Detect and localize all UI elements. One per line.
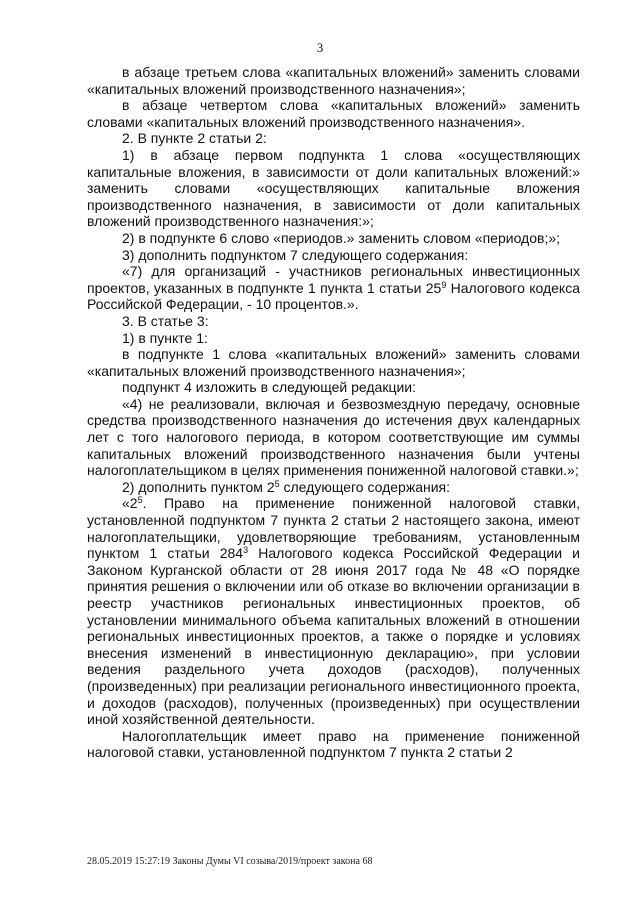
paragraph: 2) в подпункте 6 слово «периодов.» заменить словом «периодов;»;	[122, 229, 561, 246]
paragraph: 3) дополнить подпунктом 7 следующего содержания:	[122, 246, 469, 263]
paragraph: 2. В пункте 2 статьи 2:	[122, 130, 267, 147]
page-number: 3	[316, 40, 324, 55]
paragraph: 1) в пункте 1:	[122, 329, 208, 346]
document-body	[87, 64, 580, 761]
text-run: «2	[122, 495, 138, 512]
text-run: Налогового кодекса Российской Федерации, - 10 процентов.».	[87, 279, 581, 313]
text-run: Налогового кодекса Российской Федерации и Законом Курганской области от 28 июня 2017 года № 48 «О порядке принятия решения о включении или об отказе во включении организации в реестр участников региональных инвестиционных проектов, об установлении минимального объема капитальных вложений в отношении региональных инвестиционных проектов, а также о порядке и условиях внесения изменений в инвестиционную декларацию», при условии ведения раздельного учета доходов (расходов), полученных (произведенных) при реализации регионального инвестиционного проекта, и доходов (расходов), полученных (произведенных) при осуществлении иной хозяйственной деятельности.	[87, 545, 580, 728]
paragraph	[87, 495, 580, 727]
paragraph	[87, 263, 580, 313]
paragraph: в подпункте 1 слова «капитальных вложений» заменить словами «капитальных вложений производственного назначения»;	[87, 346, 580, 379]
paragraph: в абзаце третьем слова «капитальных вложений» заменить словами «капитальных вложений производственного назначения»;	[87, 64, 580, 97]
superscript: 5	[137, 495, 143, 506]
text-run: . Право на применение пониженной налоговой ставки, установленной подпунктом 7 пункта 2 статьи 2 настоящего закона, имеют налогоплательщики, удовлетворяющие требованиям, установленным пунктом 1 статьи 284	[87, 495, 580, 562]
paragraph: подпункт 4 изложить в следующей редакции:	[122, 379, 417, 396]
superscript: 5	[274, 478, 280, 489]
text-run: 2) дополнить пунктом 2	[122, 478, 275, 495]
text-run: следующего содержания:	[279, 478, 451, 495]
paragraph: 1) в абзаце первом подпункта 1 слова «осуществляющих капитальные вложения, в зависимости от доли капитальных вложений:» заменить словами «осуществляющих капитальные вложения производственного назначения, в зависимости от доли капитальных вложений производственного назначения:»;	[87, 146, 580, 230]
paragraph: в абзаце четвертом слова «капитальных вложений» заменить словами «капитальных вложений производственного назначения».	[87, 97, 580, 130]
paragraph: Налогоплательщик имеет право на применение пониженной налоговой ставки, установленной подпунктом 7 пункта 2 статьи 2	[87, 727, 580, 761]
document-footer: 28.05.2019 15:27:19 Законы Думы VI созыва/2019/проект закона 68	[87, 856, 373, 867]
superscript: 9	[441, 279, 447, 290]
paragraph: «4) не реализовали, включая и безвозмездную передачу, основные средства производственного назначения до истечения двух календарных лет с того налогового периода, в котором соответствующие им суммы капитальных вложений производственного назначения были учтены налогоплательщиком в целях применения пониженной налоговой ставки.»;	[87, 395, 580, 479]
text-run: «7) для организаций - участников региональных инвестиционных проектов, указанных в подпункте 1 пункта 1 статьи 25	[87, 263, 580, 296]
paragraph	[87, 479, 580, 496]
paragraph: 3. В статье 3:	[122, 312, 209, 329]
superscript: 3	[243, 545, 249, 556]
